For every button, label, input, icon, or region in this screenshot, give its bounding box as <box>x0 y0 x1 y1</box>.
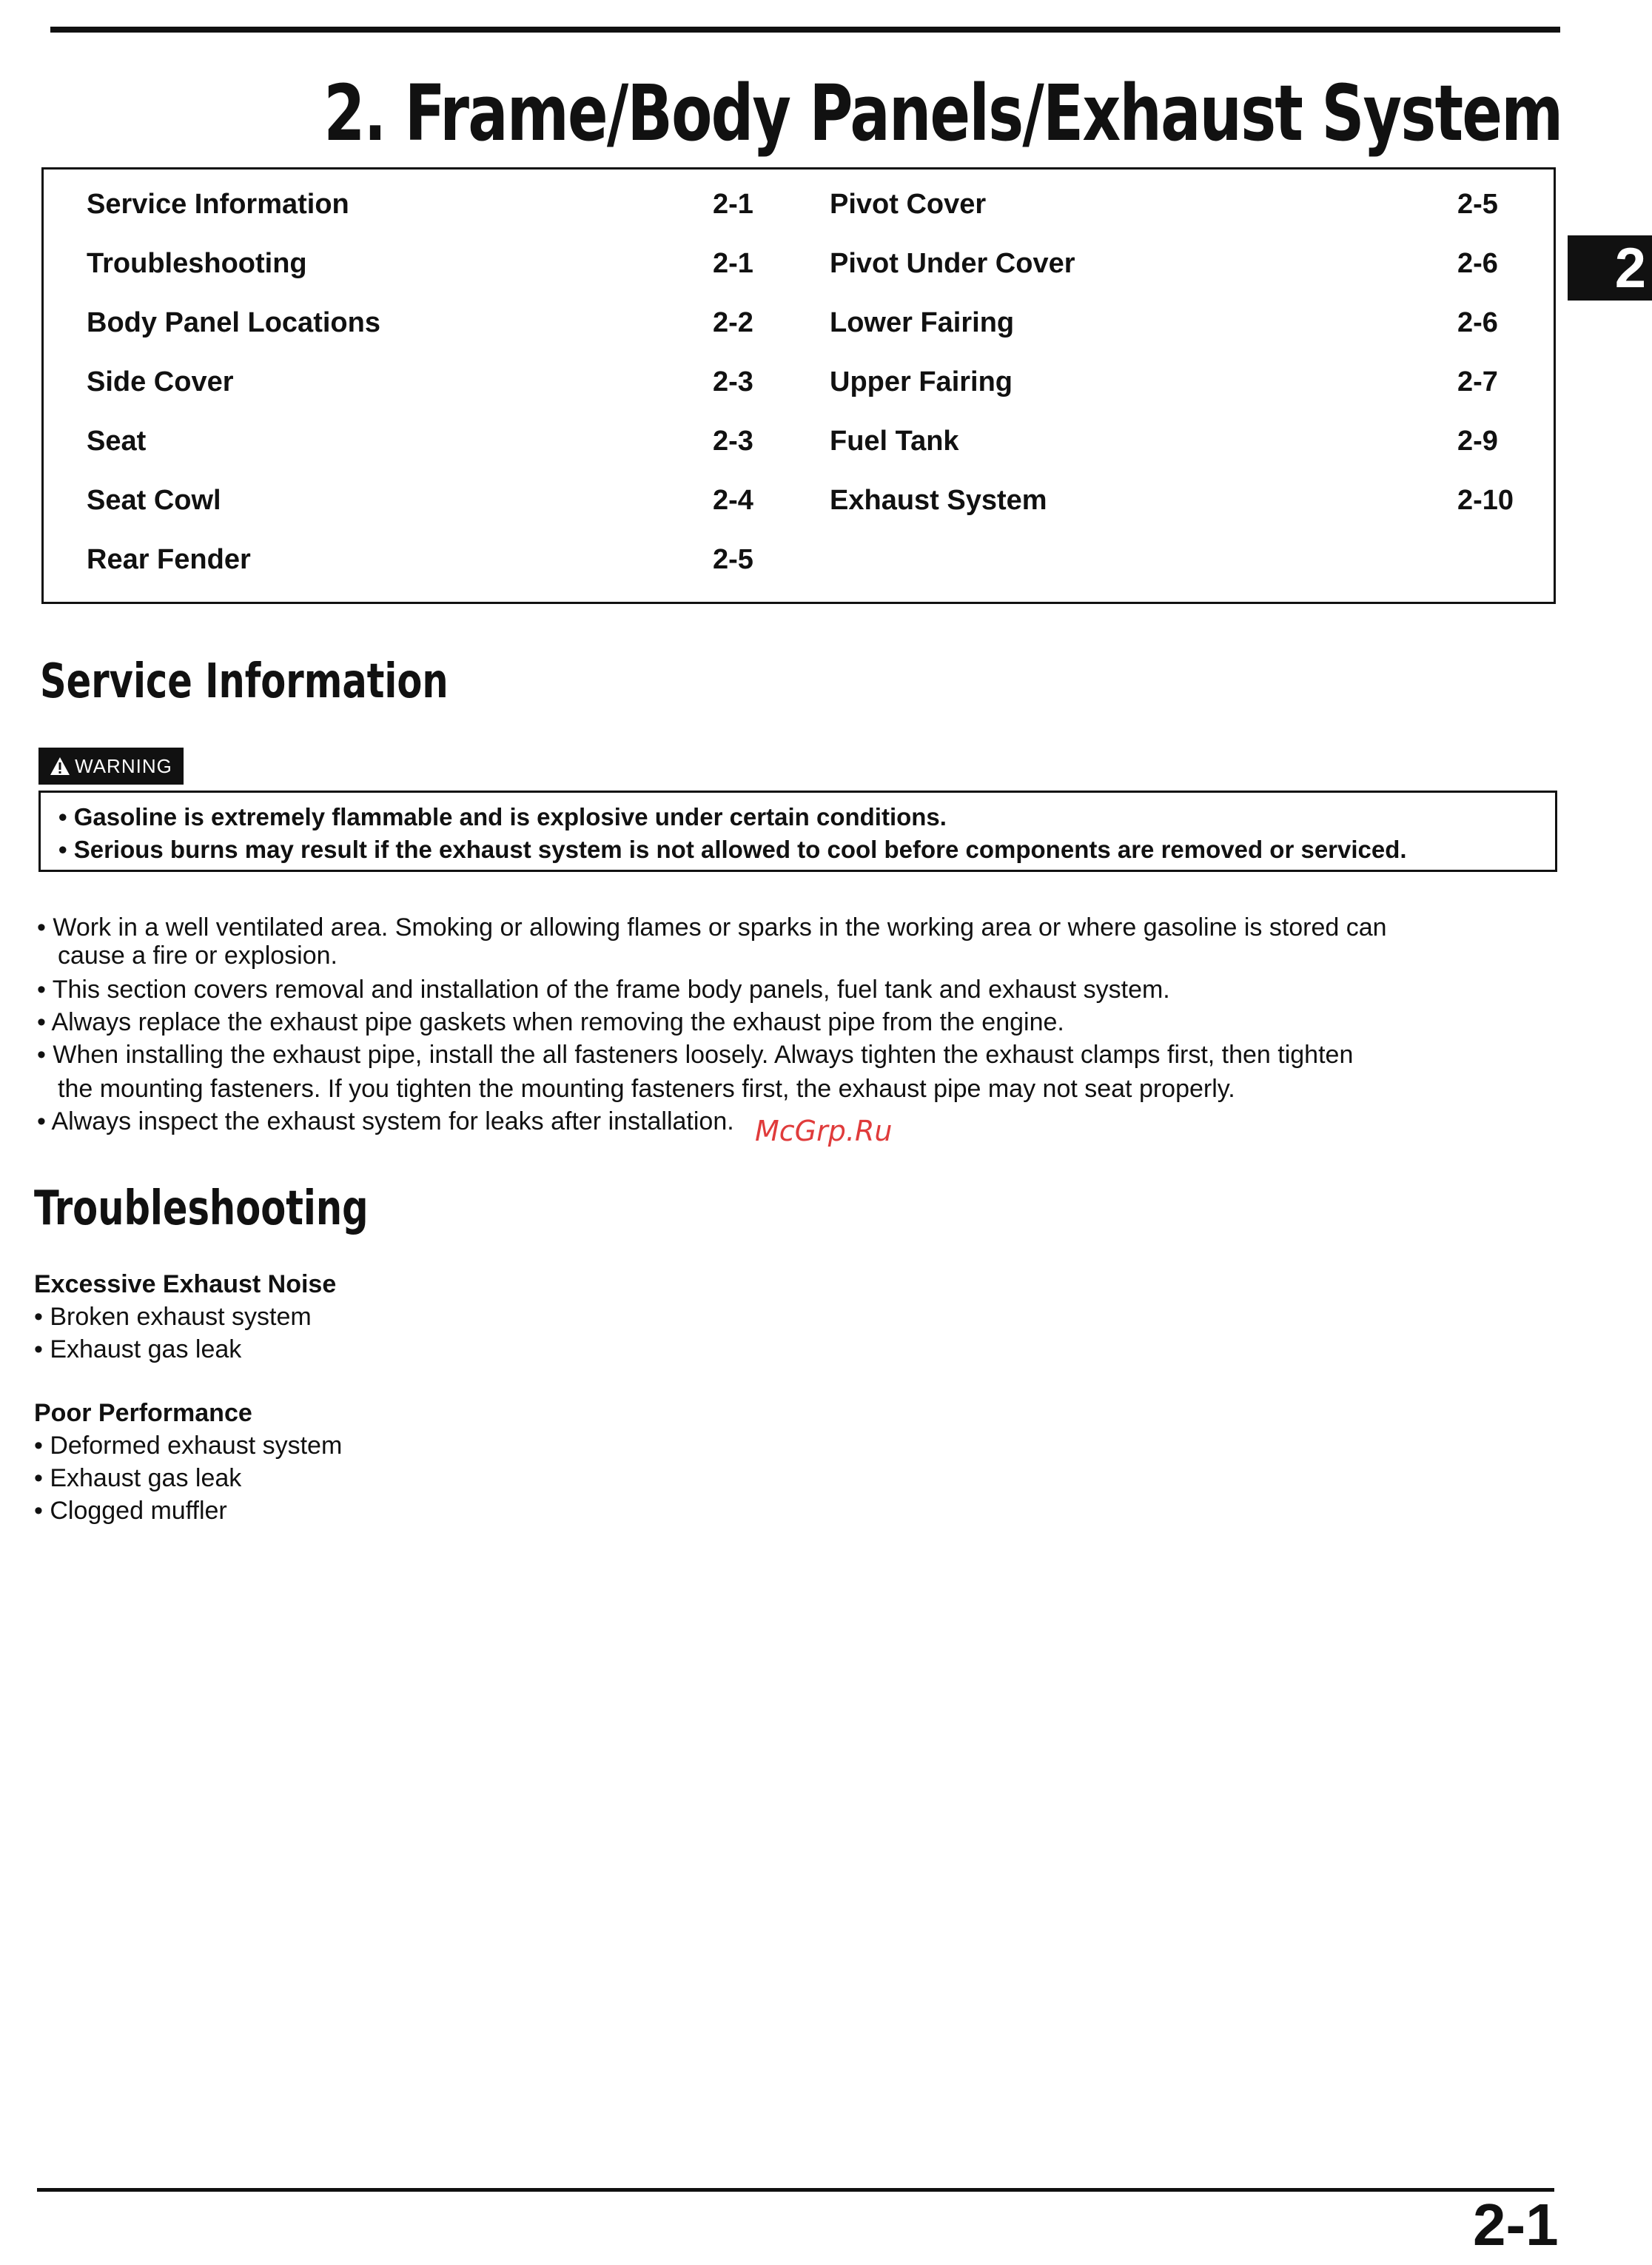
toc-entry-label[interactable]: Exhaust System <box>830 485 1047 516</box>
toc-entry-label[interactable]: Side Cover <box>87 366 234 397</box>
toc-entry-label[interactable]: Lower Fairing <box>830 307 1015 338</box>
troubleshooting-item: • Exhaust gas leak <box>34 1464 242 1492</box>
warning-line: • Gasoline is extremely flammable and is explosive under certain conditions. <box>58 803 947 830</box>
troubleshooting-item: • Clogged muffler <box>34 1497 227 1525</box>
troubleshooting-group-title: Poor Performance <box>34 1399 252 1427</box>
service-info-line: • When installing the exhaust pipe, install the all fasteners loosely. Always tighten the exhaust clamps first, then tighten <box>37 1041 1354 1069</box>
toc-entry-page: 2-4 <box>713 485 753 516</box>
toc-entry-label[interactable]: Upper Fairing <box>830 366 1013 397</box>
toc-entry-page: 2-1 <box>713 189 753 220</box>
page-number: 2-1 <box>1473 2192 1559 2258</box>
toc-entry-page: 2-7 <box>1457 366 1498 397</box>
toc-entry-page: 2-6 <box>1457 248 1498 279</box>
table-of-contents <box>41 167 1556 604</box>
toc-entry-page: 2-9 <box>1457 426 1498 457</box>
service-information-heading: Service Information <box>40 654 449 709</box>
toc-entry-label[interactable]: Service Information <box>87 189 349 220</box>
service-info-line: • Always replace the exhaust pipe gaskets when removing the exhaust pipe from the engine. <box>37 1008 1064 1036</box>
troubleshooting-item: • Broken exhaust system <box>34 1303 312 1331</box>
toc-entry-label[interactable]: Rear Fender <box>87 544 251 575</box>
troubleshooting-group-title: Excessive Exhaust Noise <box>34 1270 337 1298</box>
warning-label-text: WARNING <box>75 754 172 777</box>
toc-entry-label[interactable]: Pivot Cover <box>830 189 987 220</box>
warning-box <box>38 791 1557 872</box>
toc-entry-label[interactable]: Troubleshooting <box>87 248 307 279</box>
warning-label <box>38 748 184 785</box>
toc-entry-label[interactable]: Pivot Under Cover <box>830 248 1075 279</box>
top-rule <box>50 27 1560 33</box>
toc-entry-page: 2-10 <box>1457 485 1514 516</box>
service-info-line: • This section covers removal and installation of the frame body panels, fuel tank and exhaust system. <box>37 976 1170 1004</box>
toc-entry-label[interactable]: Body Panel Locations <box>87 307 380 338</box>
toc-entry-page: 2-2 <box>713 307 753 338</box>
service-info-line: • Work in a well ventilated area. Smoking or allowing flames or sparks in the working area or where gasoline is stored can <box>37 913 1387 942</box>
troubleshooting-item: • Deformed exhaust system <box>34 1432 343 1460</box>
warning-line: • Serious burns may result if the exhaust system is not allowed to cool before components are removed or serviced. <box>58 836 1407 863</box>
watermark: McGrp.Ru <box>755 1115 893 1147</box>
troubleshooting-heading: Troubleshooting <box>34 1181 369 1236</box>
service-info-line: • Always inspect the exhaust system for leaks after installation. <box>37 1107 734 1135</box>
toc-entry-label[interactable]: Fuel Tank <box>830 426 959 457</box>
bottom-rule <box>37 2188 1554 2192</box>
toc-entry-page: 2-5 <box>713 544 753 575</box>
service-info-line: the mounting fasteners. If you tighten the mounting fasteners first, the exhaust pipe may not seat properly. <box>58 1075 1235 1103</box>
toc-entry-page: 2-1 <box>713 248 753 279</box>
warning-triangle-icon <box>50 756 70 776</box>
toc-entry-page: 2-6 <box>1457 307 1498 338</box>
service-info-line: cause a fire or explosion. <box>58 942 338 970</box>
toc-entry-label[interactable]: Seat Cowl <box>87 485 221 516</box>
toc-entry-page: 2-3 <box>713 426 753 457</box>
chapter-title: 2. Frame/Body Panels/Exhaust System <box>323 68 1562 158</box>
toc-entry-page: 2-5 <box>1457 189 1498 220</box>
chapter-tab-marker: 2 <box>1568 235 1652 301</box>
troubleshooting-item: • Exhaust gas leak <box>34 1335 242 1363</box>
toc-entry-page: 2-3 <box>713 366 753 397</box>
toc-entry-label[interactable]: Seat <box>87 426 147 457</box>
